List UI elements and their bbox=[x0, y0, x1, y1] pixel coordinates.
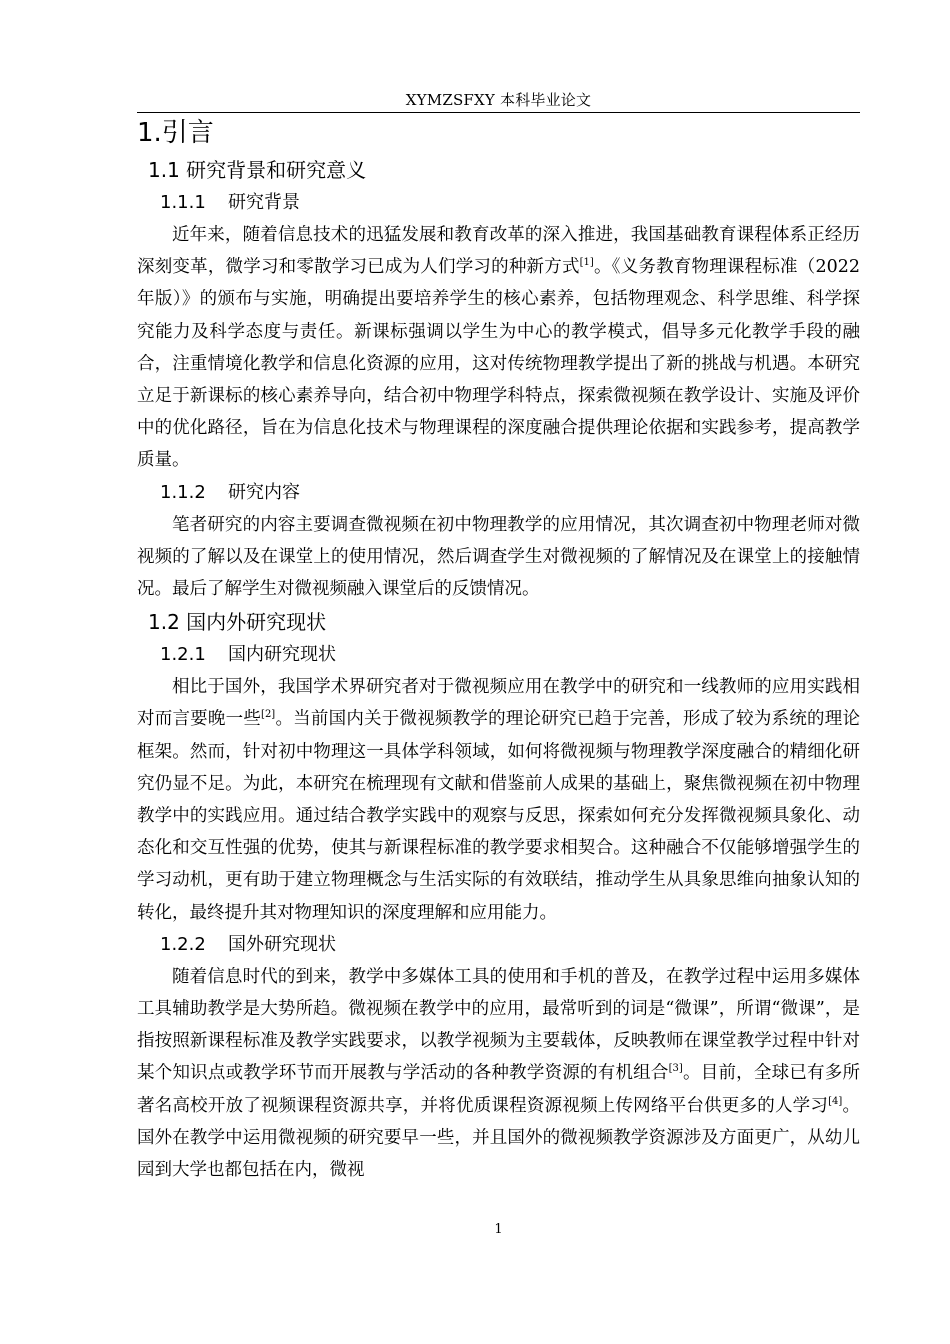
heading-1-2-2 bbox=[137, 929, 860, 961]
heading-1-2-research-status: 1.2 国内外研究现状 bbox=[148, 610, 327, 635]
paragraph-text: 。《义务教育物理课程标准（2022 年版）》的颁布与实施，明确提出要培养学生的核心素养，包括物理观念、科学思维、科学探究能力及科学态度与责任。新课标强调以学生为中心的教学模式，倡导多元化教学手段的融合，注重情境化教学和信息化资源的应用，这对传统物理教学提出了新的挑战与机遇。本研究立足于新课标的核心素养导向，结合初中物理学科特点，探索微视频在教学设计、实施及评价中的优化路径，旨在为信息化技术与物理课程的深度融合提供理论依据和实践参考，提高教学质量。 bbox=[137, 257, 860, 471]
heading-text: 研究背景 bbox=[228, 192, 300, 213]
paragraph-text: 近年来，随着信息技术的迅猛发展和教育改革的深入推进，我国基础教育课程体系正经历深刻变革，微学习和零散学习已成为人们学习的种新方式 bbox=[137, 225, 860, 278]
heading-1-1-2 bbox=[137, 477, 860, 509]
citation-ref-3: [3] bbox=[668, 1063, 683, 1075]
paragraph-domestic-status bbox=[137, 671, 860, 929]
paragraph-text: 随着信息时代的到来，教学中多媒体工具的使用和手机的普及，在教学过程中运用多媒体工具辅助教学是大势所趋。微视频在教学中的应用，最常听到的词是“微课”，所谓“微课”，是指按照新课程标准及教学实践要求，以教学视频为主要载体，反映教师在课堂教学过程中针对某个知识点或教学环节而开展教与学活动的各种教学资源的有机组合 bbox=[137, 966, 860, 1084]
heading-number: 1.2.2 bbox=[160, 933, 206, 955]
citation-ref-1: [1] bbox=[579, 257, 594, 269]
paragraph-text: 相比于国外，我国学术界研究者对于微视频应用在教学中的研究和一线教师的应用实践相对而言要晚一些 bbox=[137, 677, 860, 730]
heading-number: 1.1.1 bbox=[160, 192, 206, 213]
paragraph-text: 。目前，全球已有多所著名高校开放了视频课程资源共享，并将优质课程资源视频上传网络平台供更多的人学习 bbox=[137, 1063, 861, 1116]
heading-text: 国内研究现状 bbox=[228, 644, 336, 666]
paragraph-research-background bbox=[137, 219, 860, 477]
heading-number: 1.1.2 bbox=[160, 481, 206, 503]
heading-number: 1.2.1 bbox=[160, 644, 206, 666]
heading-1-introduction: 1.引言 bbox=[137, 118, 214, 148]
paragraph-research-content bbox=[137, 509, 860, 606]
citation-ref-4: [4] bbox=[828, 1095, 843, 1107]
paragraph-text: 。当前国内关于微视频教学的理论研究已趋于完善，形成了较为系统的理论框架。然而，针对初中物理这一具体学科领域，如何将微视频与物理教学深度融合的精细化研究仍显不足。为此，本研究在梳理现有文献和借鉴前人成果的基础上，聚焦微视频在初中物理教学中的实践应用。通过结合教学实践中的观察与反思，探索如何充分发挥微视频具象化、动态化和交互性强的优势，使其与新课程标准的教学要求相契合。这种融合不仅能够增强学生的学习动机，更有助于建立物理概念与生活实际的有效联结，推动学生从具象思维向抽象认知的转化，最终提升其对物理知识的深度理解和应用能力。 bbox=[137, 709, 860, 923]
page-content bbox=[137, 113, 860, 1186]
paragraph-text: 。国外在教学中运用微视频的研究要早一些，并且国外的微视频教学资源涉及方面更广，从幼儿园到大学也都包括在内，微视 bbox=[137, 1095, 861, 1181]
heading-text: 国外研究现状 bbox=[228, 933, 336, 955]
heading-1-1-1 bbox=[137, 187, 860, 219]
page-number: 1 bbox=[494, 1222, 503, 1237]
heading-1-2-1 bbox=[137, 639, 860, 671]
citation-ref-2: [2] bbox=[261, 709, 276, 721]
paragraph-text: 笔者研究的内容主要调查微视频在初中物理教学的应用情况，其次调查初中物理老师对微视频的了解以及在课堂上的使用情况，然后调查学生对微视频的了解情况及在课堂上的接触情况。最后了解学生对微视频融入课堂后的反馈情况。 bbox=[137, 514, 860, 600]
paragraph-foreign-status bbox=[137, 961, 860, 1186]
page-header: XYMZSFXY 本科毕业论文 bbox=[405, 91, 592, 109]
heading-text: 研究内容 bbox=[228, 481, 300, 503]
heading-1-1-background-significance: 1.1 研究背景和研究意义 bbox=[148, 158, 367, 182]
